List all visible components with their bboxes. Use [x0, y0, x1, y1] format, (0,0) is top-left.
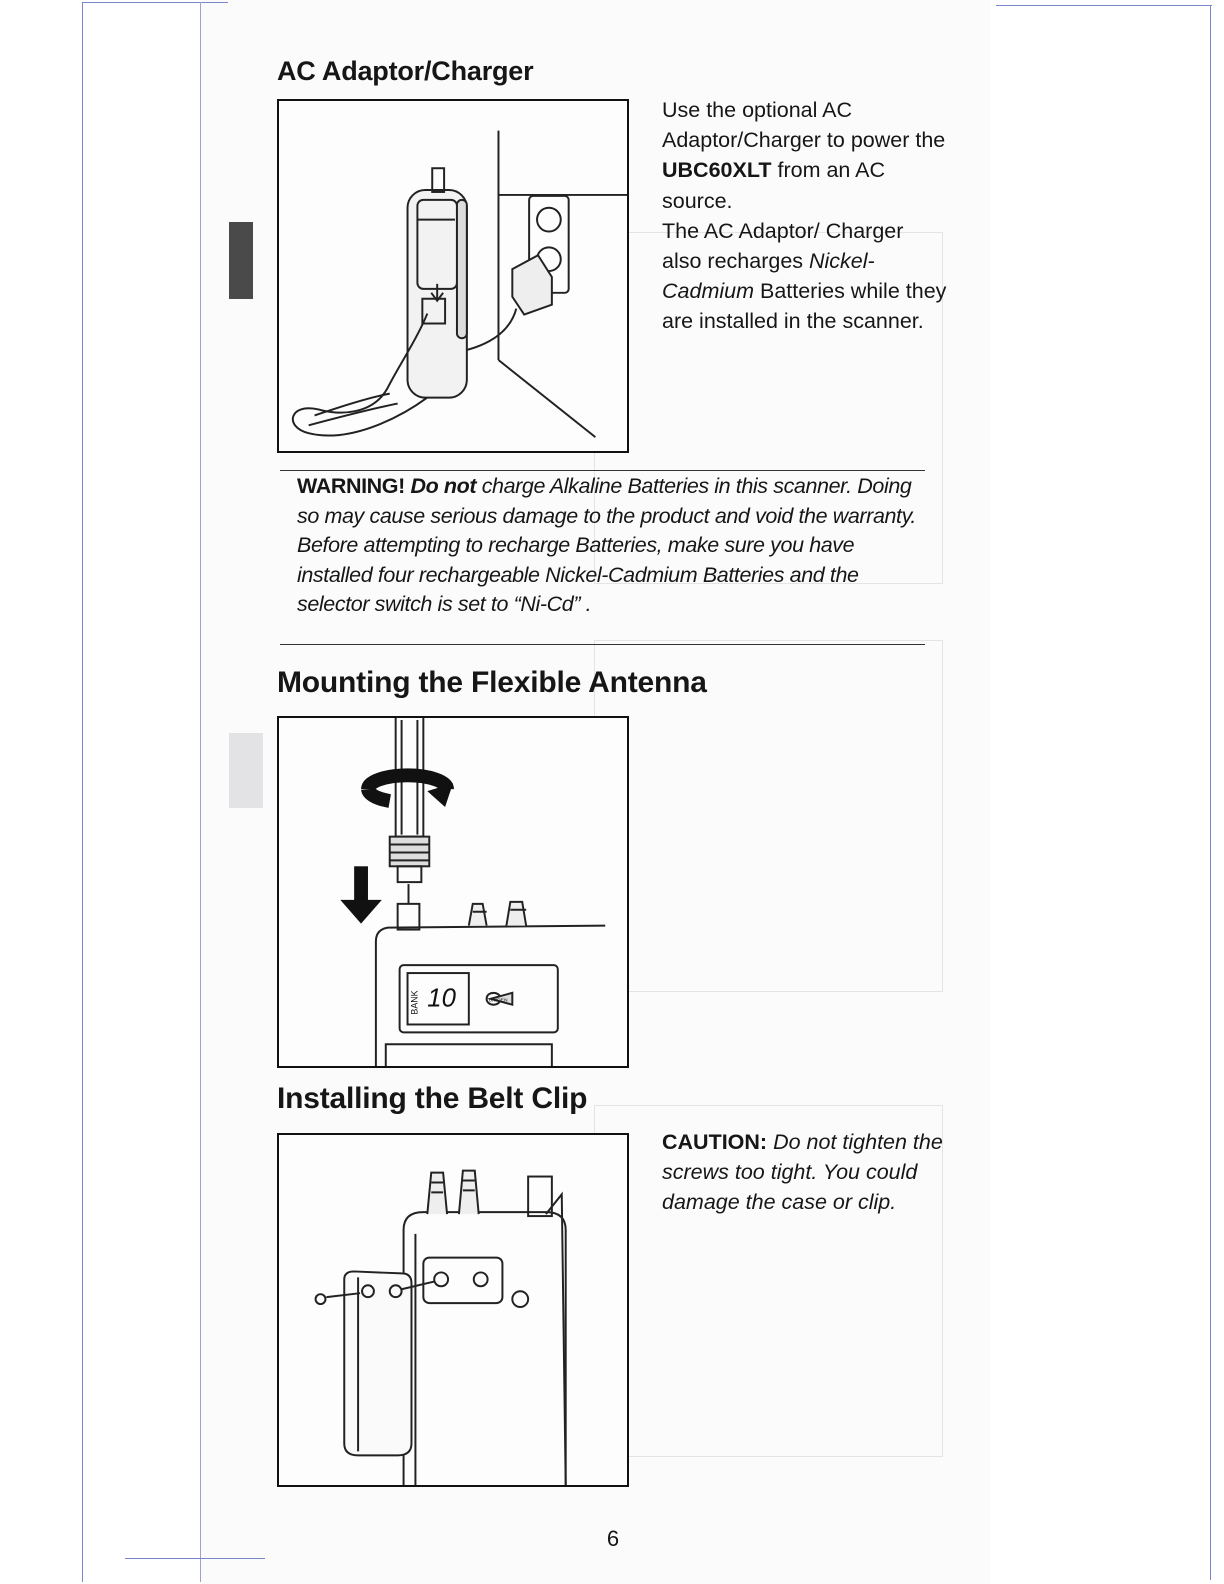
scanner-brand-logo: UNIDEN — [488, 998, 508, 1004]
nicd-term: Nickel-Cadmium — [662, 249, 875, 304]
page-number: 6 — [606, 1526, 620, 1551]
margin-rule-right — [1210, 5, 1211, 1580]
margin-rule-inner-left — [200, 2, 201, 1582]
warning-text: charge Alkaline Batteries in this scanner. Doing so may cause serious damage to the product and void the warranty. Before attempting to recharge Batteries, make sure you have installed four rechargeable Nickel-Cadmium Batteries and the selector switch is set to “Ni-Cd” . — [297, 474, 916, 617]
margin-rule-bottom — [125, 1558, 265, 1559]
ac-adaptor-heading: AC Adaptor/Charger — [277, 56, 534, 86]
model-name: UBC60XLT — [662, 158, 772, 183]
ac-desc-part-1: Use the optional AC Adaptor/Charger to power the — [662, 98, 946, 153]
antenna-heading: Mounting the Flexible Antenna — [277, 666, 707, 699]
warning-box — [280, 470, 925, 645]
warning-emphasis: Do not — [410, 474, 477, 498]
section-tab-marker-faint — [229, 733, 263, 808]
belt-clip-drawing — [279, 1135, 627, 1485]
section-tab-marker — [229, 222, 253, 299]
ac-desc-part-3: The AC Adaptor/ Charger also recharges — [662, 218, 904, 274]
antenna-illustration — [277, 716, 629, 1068]
belt-clip-illustration — [277, 1133, 629, 1487]
ac-adaptor-description — [662, 95, 947, 337]
margin-rule-left — [82, 2, 83, 1582]
scanner-charging-drawing — [279, 101, 627, 451]
caution-note — [662, 1128, 947, 1217]
belt-clip-heading: Installing the Belt Clip — [277, 1082, 588, 1115]
margin-rule-top-left — [82, 2, 228, 3]
ac-desc-part-4: Batteries while they are installed in the scanner. — [662, 279, 947, 334]
ac-desc-part-2: from an AC source. — [662, 158, 886, 213]
antenna-mounting-drawing — [279, 718, 627, 1066]
caution-label: CAUTION: — [662, 1130, 768, 1154]
ac-adaptor-illustration — [277, 99, 629, 453]
margin-rule-top-right — [996, 5, 1212, 6]
caution-text: Do not tighten the screws too tight. You could damage the case or clip. — [662, 1130, 943, 1214]
scanner-display-readout: 10 — [427, 984, 456, 1013]
scanner-display-bank-label: BANK — [409, 990, 420, 1015]
warning-label: WARNING! — [297, 474, 405, 498]
